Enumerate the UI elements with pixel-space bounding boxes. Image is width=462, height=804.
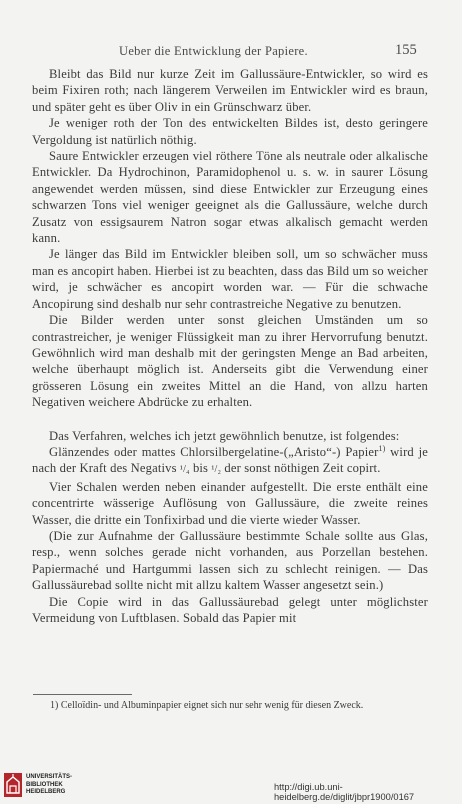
- paragraph: Die Copie wird in das Gallussäurebad gelegt unter möglichster Vermeidung von Luftblasen. Sobald das Papier mit: [32, 594, 428, 625]
- footnote-text: Celloïdin- und Albuminpapier eignet sich nur sehr wenig für diesen Zweck.: [58, 700, 364, 711]
- text-run: Glänzendes oder mattes Chlorsilbergelatine-(„Aristo“-) Papier: [49, 444, 379, 459]
- source-url[interactable]: http://digi.ub.uni-heidelberg.de/diglit/jbpr1900/0167: [274, 782, 415, 802]
- fraction: ¹/₄: [179, 464, 190, 476]
- text-run: der sonst nöthigen Zeit copirt.: [221, 461, 381, 476]
- section-gap: [32, 411, 428, 428]
- paragraph: Saure Entwickler erzeugen viel röthere Töne als neutrale oder alkalische Entwickler. Da Hydrochinon, Paramidophenol u. s. w. in saurer Lösung angewendet werden müssen, sind diese Entwickler zur Erzeugung eines schwarzen Tons viel weniger geeignet als die Gallussäure, welche durch Zusatz von essigsaurem Natron sogar etwas alkalisch gemacht werden kann.: [32, 149, 428, 246]
- footnote-divider: [33, 694, 132, 695]
- fraction: ¹/₂: [211, 464, 222, 476]
- paragraph: Vier Schalen werden neben einander aufgestellt. Die erste enthält eine concentrirte wässerige Auflösung von Gallussäure, die zweite reines Wasser, die dritte ein Tonfixirbad und die vierte wieder Wasser.: [32, 479, 428, 527]
- footnote-ref[interactable]: 1): [378, 443, 386, 453]
- page-header: [0, 42, 462, 62]
- body-text: [32, 66, 428, 626]
- paragraph: Je länger das Bild im Entwickler bleiben soll, um so schwächer muss man es ancopirt haben. Hierbei ist zu beachten, dass das Bild um so weicher wird, je schwächer es ancopirt worden war. — Für die schwache Ancopirung sind deshalb nur sehr contrastreiche Negative zu benutzen.: [32, 247, 428, 311]
- text-run: bis: [189, 461, 212, 476]
- running-title: Ueber die Entwicklung der Papiere.: [119, 44, 308, 58]
- footnote-number: 1): [50, 700, 59, 711]
- footnote: [32, 699, 428, 712]
- page-number: 155: [395, 42, 417, 58]
- paragraph: Bleibt das Bild nur kurze Zeit im Gallussäure-Entwickler, so wird es beim Fixiren roth; nach längerem Verweilen im Entwickler wird es braun, und später geht es über Oliv in ein Grünschwarz über.: [32, 67, 428, 114]
- paragraph: Das Verfahren, welches ich jetzt gewöhnlich benutze, ist folgendes:: [49, 428, 400, 443]
- paragraph: (Die zur Aufnahme der Gallussäure bestimmte Schale sollte aus Glas, resp., wenn solches gerade nicht vorhanden, aus Porzellan bestehen. Papiermaché und Hartgummi lassen sich zu schlecht reinigen. — Das Gallussäurebad sollte nicht mit allzu kaltem Wasser angesetzt sein.): [32, 528, 428, 593]
- library-logo-text: UNIVERSITÄTS- BIBLIOTHEK HEIDELBERG: [26, 774, 73, 795]
- text-run: wird je nach der Kraft des Negativs: [32, 444, 428, 476]
- library-logo[interactable]: [4, 772, 88, 800]
- paragraph: [32, 444, 428, 479]
- paragraph: Die Bilder werden unter sonst gleichen Umständen um so contrastreicher, je weniger Flüssigkeit man zu ihrer Hervorrufung benutzt. Gewöhnlich wird man deshalb mit der geringsten Menge an Bad arbeiten, welche überhaupt möglich ist. Anderseits gibt die Verwendung einer grösseren Lösung ein zweites Mittel an die Hand, von allzu harten Negativen weichere Abdrücke zu erhalten.: [32, 313, 428, 410]
- paragraph: Je weniger roth der Ton des entwickelten Bildes ist, desto geringere Vergoldung ist natürlich nöthig.: [32, 116, 428, 147]
- heidelberg-library-logo-icon: [4, 773, 22, 797]
